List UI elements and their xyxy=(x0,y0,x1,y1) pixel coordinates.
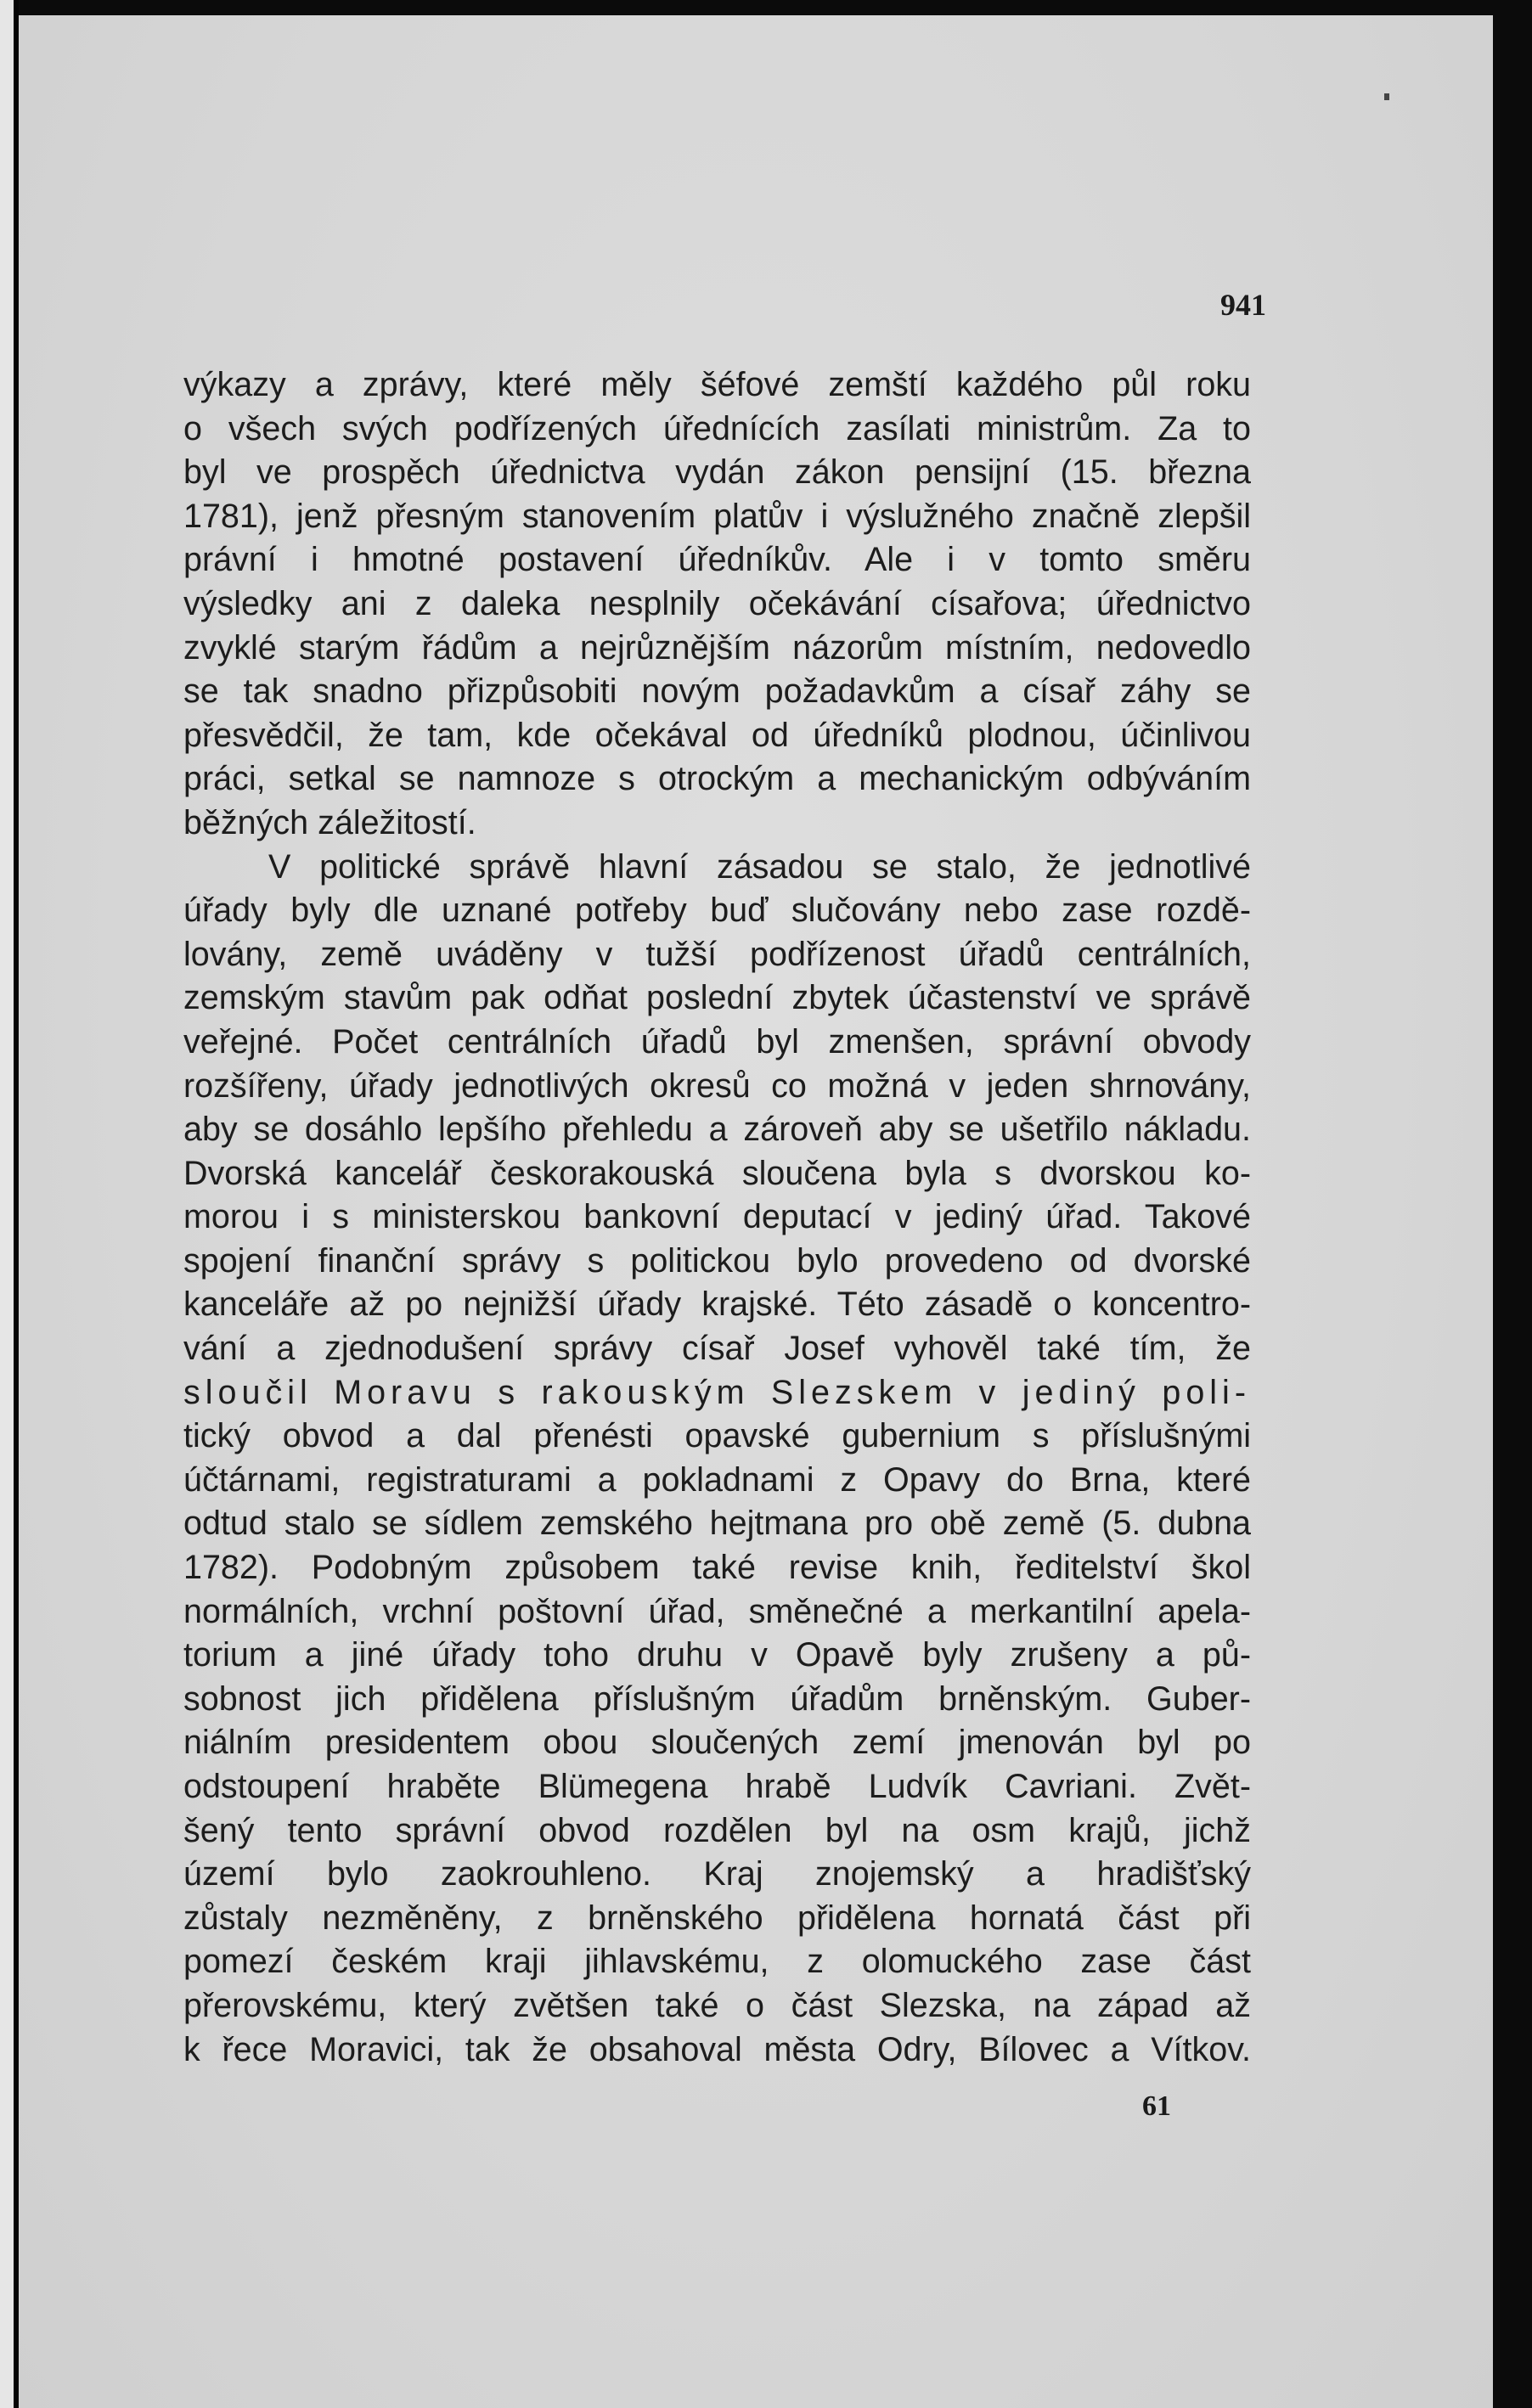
text-line: odstoupení hraběte Blümegena hrabě Ludvík Cavriani. Zvět- xyxy=(183,1768,1251,1805)
text-line: tický obvod a dal přenésti opavské gubernium s příslušnými xyxy=(183,1417,1251,1455)
text-line: území bylo zaokrouhleno. Kraj znojemský a hradišťský xyxy=(183,1855,1251,1893)
text-line: Dvorská kancelář českorakouská sloučena byla s dvorskou ko- xyxy=(183,1154,1251,1192)
text-line: rozšířeny, úřady jednotlivých okresů co možná v jeden shrnovány, xyxy=(183,1066,1251,1105)
text-line: veřejné. Počet centrálních úřadů byl zmenšen, správní obvody xyxy=(183,1022,1251,1061)
text-line: pomezí českém kraji jihlavskému, z olomuckého zase část xyxy=(183,1943,1251,1981)
text-line: spojení finanční správy s politickou bylo provedeno od dvorské xyxy=(183,1241,1251,1280)
text-line: přesvědčil, že tam, kde očekával od úředníků plodnou, účinlivou xyxy=(183,716,1251,754)
text-line: aby se dosáhlo lepšího přehledu a zároveň aby se ušetřilo nákladu. xyxy=(183,1111,1251,1149)
scan-speck xyxy=(1384,93,1389,100)
text-line: niálním presidentem obou sloučených zemí jmenován byl po xyxy=(183,1724,1251,1762)
text-line: vání a zjednodušení správy císař Josef vyhověl také tím, že xyxy=(183,1330,1251,1368)
text-line: běžných záležitostí. xyxy=(183,803,476,841)
text-line: k řece Moravici, tak že obsahoval města Odry, Bílovec a Vítkov. xyxy=(183,2030,1251,2068)
text-line: 1782). Podobným způsobem také revise knih, ředitelství škol xyxy=(183,1549,1251,1587)
text-line: výkazy a zprávy, které měly šéfové zemští každého půl roku xyxy=(183,366,1251,403)
body-text xyxy=(183,363,1251,2072)
text-line: sobnost jich přidělena příslušným úřadům brněnským. Guber- xyxy=(183,1679,1251,1718)
text-line: šený tento správní obvod rozdělen byl na osm krajů, jichž xyxy=(183,1811,1251,1849)
text-line: práci, setkal se namnoze s otrockým a mechanickým odbýváním xyxy=(183,760,1251,798)
text-line: morou i s ministerskou bankovní deputací v jediný úřad. Takové xyxy=(183,1198,1251,1236)
text-line: zemským stavům pak odňat poslední zbytek účastenství ve správě xyxy=(183,979,1251,1017)
text-line: o všech svých podřízených úřednících zasílati ministrům. Za to xyxy=(183,409,1251,447)
text-line: zůstaly nezměněny, z brněnského přidělena hornatá část při xyxy=(183,1899,1251,1937)
text-line: normálních, vrchní poštovní úřad, směnečné a merkantilní apela- xyxy=(183,1592,1251,1630)
text-line: se tak snadno přizpůsobiti novým požadavkům a císař záhy se xyxy=(183,672,1251,711)
text-line: úřady byly dle uznané potřeby buď slučovány nebo zase rozdě- xyxy=(183,892,1251,930)
text-line: lovány, země uváděny v tužší podřízenost úřadů centrálních, xyxy=(183,935,1251,973)
text-line: kanceláře až po nejnižší úřady krajské. Této zásadě o koncentro- xyxy=(183,1286,1251,1324)
text-line: byl ve prospěch úřednictva vydán zákon pensijní (15. března xyxy=(183,453,1251,492)
text-line: výsledky ani z daleka nesplnily očekávání císařova; úřednictvo xyxy=(183,584,1251,622)
page-number: 941 xyxy=(1220,288,1266,322)
text-line: sloučil Moravu s rakouským Slezskem v jediný poli- xyxy=(183,1373,1251,1411)
left-page-edge xyxy=(0,0,19,2408)
text-line: zvyklé starým řádům a nejrůznějším názorům místním, nedovedlo xyxy=(183,628,1251,667)
text-line: účtárnami, registraturami a pokladnami z Opavy do Brna, které xyxy=(183,1460,1251,1499)
text-line: odtud stalo se sídlem zemského hejtmana pro obě země (5. dubna xyxy=(183,1505,1251,1543)
text-line: torium a jiné úřady toho druhu v Opavě byly zrušeny a pů- xyxy=(183,1636,1251,1674)
text-line: právní i hmotné postavení úředníkův. Ale i v tomto směru xyxy=(183,541,1251,579)
text-line: V politické správě hlavní zásadou se stalo, že jednotlivé xyxy=(268,847,1251,886)
signature-mark: 61 xyxy=(1142,2090,1171,2122)
text-line: 1781), jenž přesným stanovením platův i výslužného značně zlepšil xyxy=(183,497,1251,535)
text-line: přerovskému, který zvětšen také o část Slezska, na západ až xyxy=(183,1986,1251,2024)
